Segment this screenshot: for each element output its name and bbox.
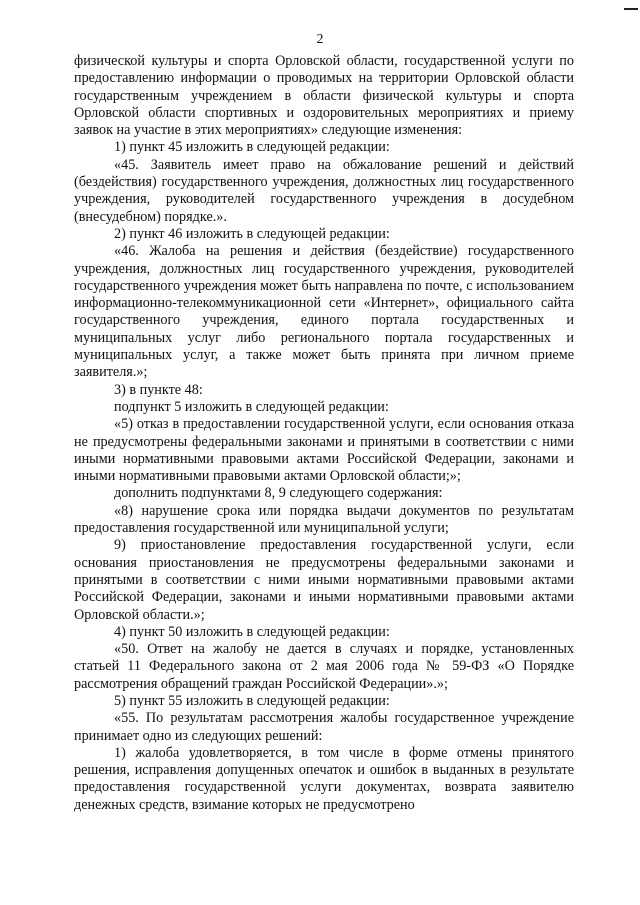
paragraph-9: дополнить подпунктами 8, 9 следующего содержания: xyxy=(114,485,443,502)
paragraph-6: 3) в пункте 48: xyxy=(114,381,203,398)
paragraph-3: «45. Заявитель имеет право на обжалование решений и действий (бездействия) государственного учреждения, должностных лиц государственного учреждения, руководителей государственного учреждения в досудебном (внесудебном) порядке.». xyxy=(74,156,574,225)
paragraph-10: «8) нарушение срока или порядка выдачи документов по результатам предоставления государственной или муниципальной услуги; xyxy=(74,502,574,537)
paragraph-8: «5) отказ в предоставлении государственной услуги, если основания отказа не предусмотрены федеральными законами и принятыми в соответствии с ними иными нормативными правовыми актами Российской Федерации, законами и иными нормативными правовыми актами Орловской области;»; xyxy=(74,416,574,485)
document-body xyxy=(74,53,574,814)
paragraph-7: подпункт 5 изложить в следующей редакции: xyxy=(114,398,389,415)
paragraph-13: «50. Ответ на жалобу не дается в случаях и порядке, установленных статьей 11 Федерального закона от 2 мая 2006 года № 59-ФЗ «О Порядке рассмотрения обращений граждан Российской Федерации».»; xyxy=(74,641,574,692)
paragraph-14: 5) пункт 55 изложить в следующей редакции: xyxy=(114,692,390,709)
paragraph-1: физической культуры и спорта Орловской области, государственной услуги по предоставлению информации о проводимых на территории Орловской области государственным учреждением в области физической культуры и спорта Орловской области спортивных и оздоровительных мероприятиях и приему заявок на участие в этих мероприятиях» следующие изменения: xyxy=(74,53,574,139)
page-number: 2 xyxy=(316,32,324,47)
paragraph-12: 4) пункт 50 изложить в следующей редакции: xyxy=(114,623,390,640)
paragraph-4: 2) пункт 46 изложить в следующей редакции: xyxy=(114,225,390,242)
paragraph-2: 1) пункт 45 изложить в следующей редакции: xyxy=(114,139,390,156)
corner-mark xyxy=(624,8,638,10)
paragraph-5: «46. Жалоба на решения и действия (бездействие) государственного учреждения, должностных лиц государственного учреждения, руководителей государственного учреждения может быть направлена по почте, с использованием информационно-телекоммуникационной сети «Интернет», официального сайта государственного учреждения, единого портала государственных и муниципальных услуг либо регионального портала государственных и муниципальных услуг, а также может быть принята при личном приеме заявителя.»; xyxy=(74,243,574,381)
paragraph-15: «55. По результатам рассмотрения жалобы государственное учреждение принимает одно из следующих решений: xyxy=(74,710,574,744)
paragraph-16: 1) жалоба удовлетворяется, в том числе в форме отмены принятого решения, исправления допущенных опечаток и ошибок в выданных в результате предоставления государственной услуги документах, возврата заявителю денежных средств, взимание которых не предусмотрено xyxy=(74,744,574,813)
paragraph-11: 9) приостановление предоставления государственной услуги, если основания приостановления не предусмотрены федеральными законами и принятыми в соответствии с ними иными нормативными правовыми актами Российской Федерации, законами и иными нормативными правовыми актами Орловской области.»; xyxy=(74,537,574,623)
